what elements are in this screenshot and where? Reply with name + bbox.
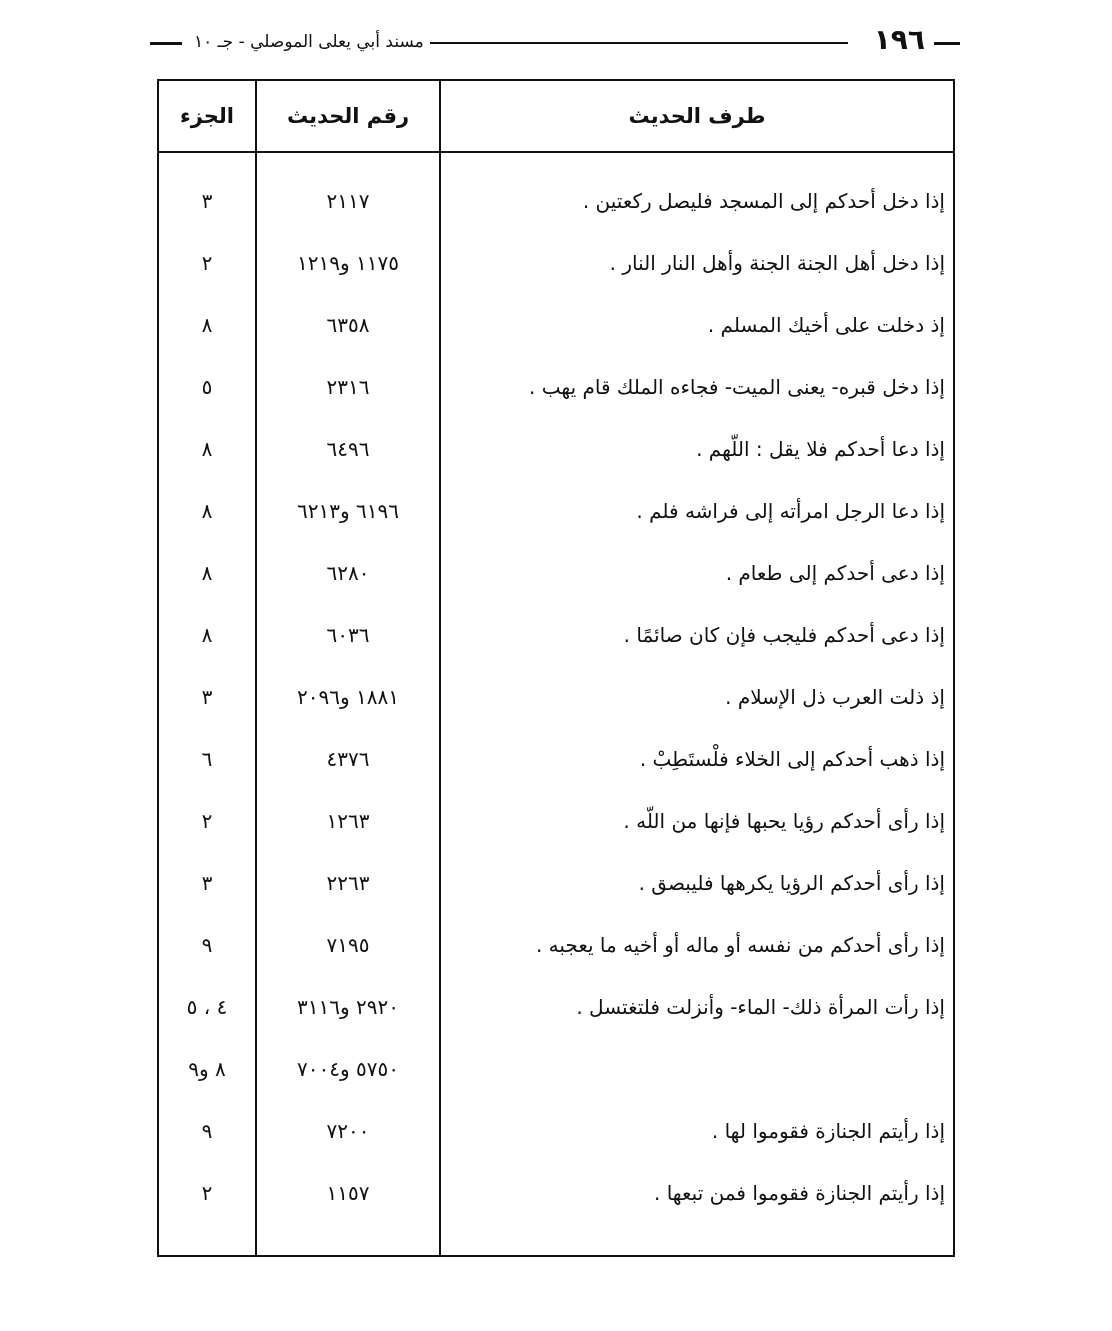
volume-cell: ٨ — [201, 437, 213, 461]
hadith-number-cell: ٦٣٥٨ — [326, 313, 370, 337]
hadith-start-cell: إذ ذلت العرب ذل الإسلام . — [725, 685, 945, 709]
volume-cell: ٨ — [201, 623, 213, 647]
volume-cell: ٨ و٩ — [188, 1057, 226, 1081]
table-row — [159, 914, 953, 976]
volume-cell: ٥ — [201, 375, 213, 399]
table-row — [159, 170, 953, 232]
table-row — [159, 852, 953, 914]
hadith-start-cell: إذا دخل أهل الجنة الجنة وأهل النار النار . — [609, 251, 945, 275]
table-row — [159, 976, 953, 1038]
hadith-number-cell: ٢٢٦٣ — [326, 871, 370, 895]
hadith-number-cell: ٧١٩٥ — [326, 933, 370, 957]
table-row — [159, 480, 953, 542]
table-row — [159, 1100, 953, 1162]
volume-cell: ٦ — [201, 747, 213, 771]
volume-cell: ٣ — [201, 871, 213, 895]
table-row — [159, 666, 953, 728]
hadith-start-cell: إذا رأيتم الجنازة فقوموا فمن تبعها . — [654, 1181, 945, 1205]
table-row — [159, 604, 953, 666]
hadith-start-cell: إذا دخل قبره- يعنى الميت- فجاءه الملك قام يهب . — [529, 375, 945, 399]
hadith-start-cell: إذا رأى أحدكم من نفسه أو ماله أو أخيه ما يعجبه . — [535, 933, 945, 957]
volume-cell: ٩ — [201, 1119, 213, 1143]
hadith-start-cell — [445, 1038, 945, 1100]
hadith-start-cell: إذا ذهب أحدكم إلى الخلاء فلْستَطِبْ . — [639, 747, 945, 771]
hadith-number-cell: ٥٧٥٠ و٧٠٠٤ — [297, 1057, 399, 1081]
hadith-number-cell: ٧٢٠٠ — [326, 1119, 370, 1143]
hadith-number-cell: ١١٧٥ و١٢١٩ — [297, 251, 399, 275]
table-row — [159, 790, 953, 852]
hadith-number-cell: ١٢٦٣ — [326, 809, 370, 833]
running-title: مسند أبي يعلى الموصلي - جـ ١٠ — [194, 32, 424, 52]
table-body — [159, 170, 953, 1224]
volume-cell: ٢ — [201, 251, 213, 275]
table-row — [159, 294, 953, 356]
hadith-start-cell: إذا رأى أحدكم الرؤيا يكرهها فليبصق . — [638, 871, 945, 895]
hadith-start-cell: إذ دخلت على أخيك المسلم . — [707, 313, 945, 337]
table-row — [159, 356, 953, 418]
hadith-number-cell: ٤٣٧٦ — [326, 747, 370, 771]
column-header-hadith-number: رقم الحديث — [286, 104, 410, 128]
column-header-hadith-start: طرف الحديث — [628, 104, 766, 128]
table-row — [159, 1038, 953, 1100]
header-rule-middle — [430, 42, 848, 44]
hadith-start-cell: إذا دعا الرجل امرأته إلى فراشه فلم . — [636, 499, 945, 523]
hadith-number-cell: ٢٩٢٠ و٣١١٦ — [297, 995, 399, 1019]
hadith-number-cell: ٦٤٩٦ — [326, 437, 370, 461]
table-row — [159, 418, 953, 480]
hadith-start-cell: إذا رأت المرأة ذلك- الماء- وأنزلت فلتغتسل . — [576, 995, 945, 1019]
hadith-start-cell: إذا دعى أحدكم إلى طعام . — [725, 561, 945, 585]
volume-cell: ٨ — [201, 313, 213, 337]
table-row — [159, 1162, 953, 1224]
volume-cell: ٢ — [201, 809, 213, 833]
hadith-number-cell: ٦٢٨٠ — [326, 561, 370, 585]
table-row — [159, 542, 953, 604]
volume-cell: ٩ — [201, 933, 213, 957]
volume-cell: ٣ — [201, 189, 213, 213]
header-rule-left — [150, 42, 182, 45]
header-rule-right — [934, 42, 960, 45]
page-header — [150, 22, 960, 62]
hadith-start-cell: إذا رأيتم الجنازة فقوموا لها . — [711, 1119, 945, 1143]
hadith-number-cell: ٦٠٣٦ — [326, 623, 370, 647]
hadith-number-cell: ٦١٩٦ و٦٢١٣ — [297, 499, 399, 523]
hadith-start-cell: إذا رأى أحدكم رؤيا يحبها فإنها من اللّه . — [623, 809, 945, 833]
hadith-start-cell: إذا دعا أحدكم فلا يقل : اللّهم . — [696, 437, 945, 461]
hadith-number-cell: ١١٥٧ — [326, 1181, 370, 1205]
hadith-index-table — [157, 79, 955, 1257]
hadith-start-cell: إذا دخل أحدكم إلى المسجد فليصل ركعتين . — [582, 189, 945, 213]
hadith-number-cell: ٢٣١٦ — [326, 375, 370, 399]
volume-cell: ٨ — [201, 561, 213, 585]
column-header-volume: الجزء — [179, 104, 235, 128]
table-row — [159, 728, 953, 790]
hadith-number-cell: ١٨٨١ و٢٠٩٦ — [297, 685, 399, 709]
page-number: ١٩٦ — [873, 23, 925, 56]
hadith-start-cell: إذا دعى أحدكم فليجب فإن كان صائمًا . — [623, 623, 945, 647]
table-header-row — [159, 81, 953, 153]
volume-cell: ٣ — [201, 685, 213, 709]
table-row — [159, 232, 953, 294]
volume-cell: ٤ ، ٥ — [186, 995, 228, 1019]
volume-cell: ٨ — [201, 499, 213, 523]
volume-cell: ٢ — [201, 1181, 213, 1205]
hadith-number-cell: ٢١١٧ — [326, 189, 370, 213]
